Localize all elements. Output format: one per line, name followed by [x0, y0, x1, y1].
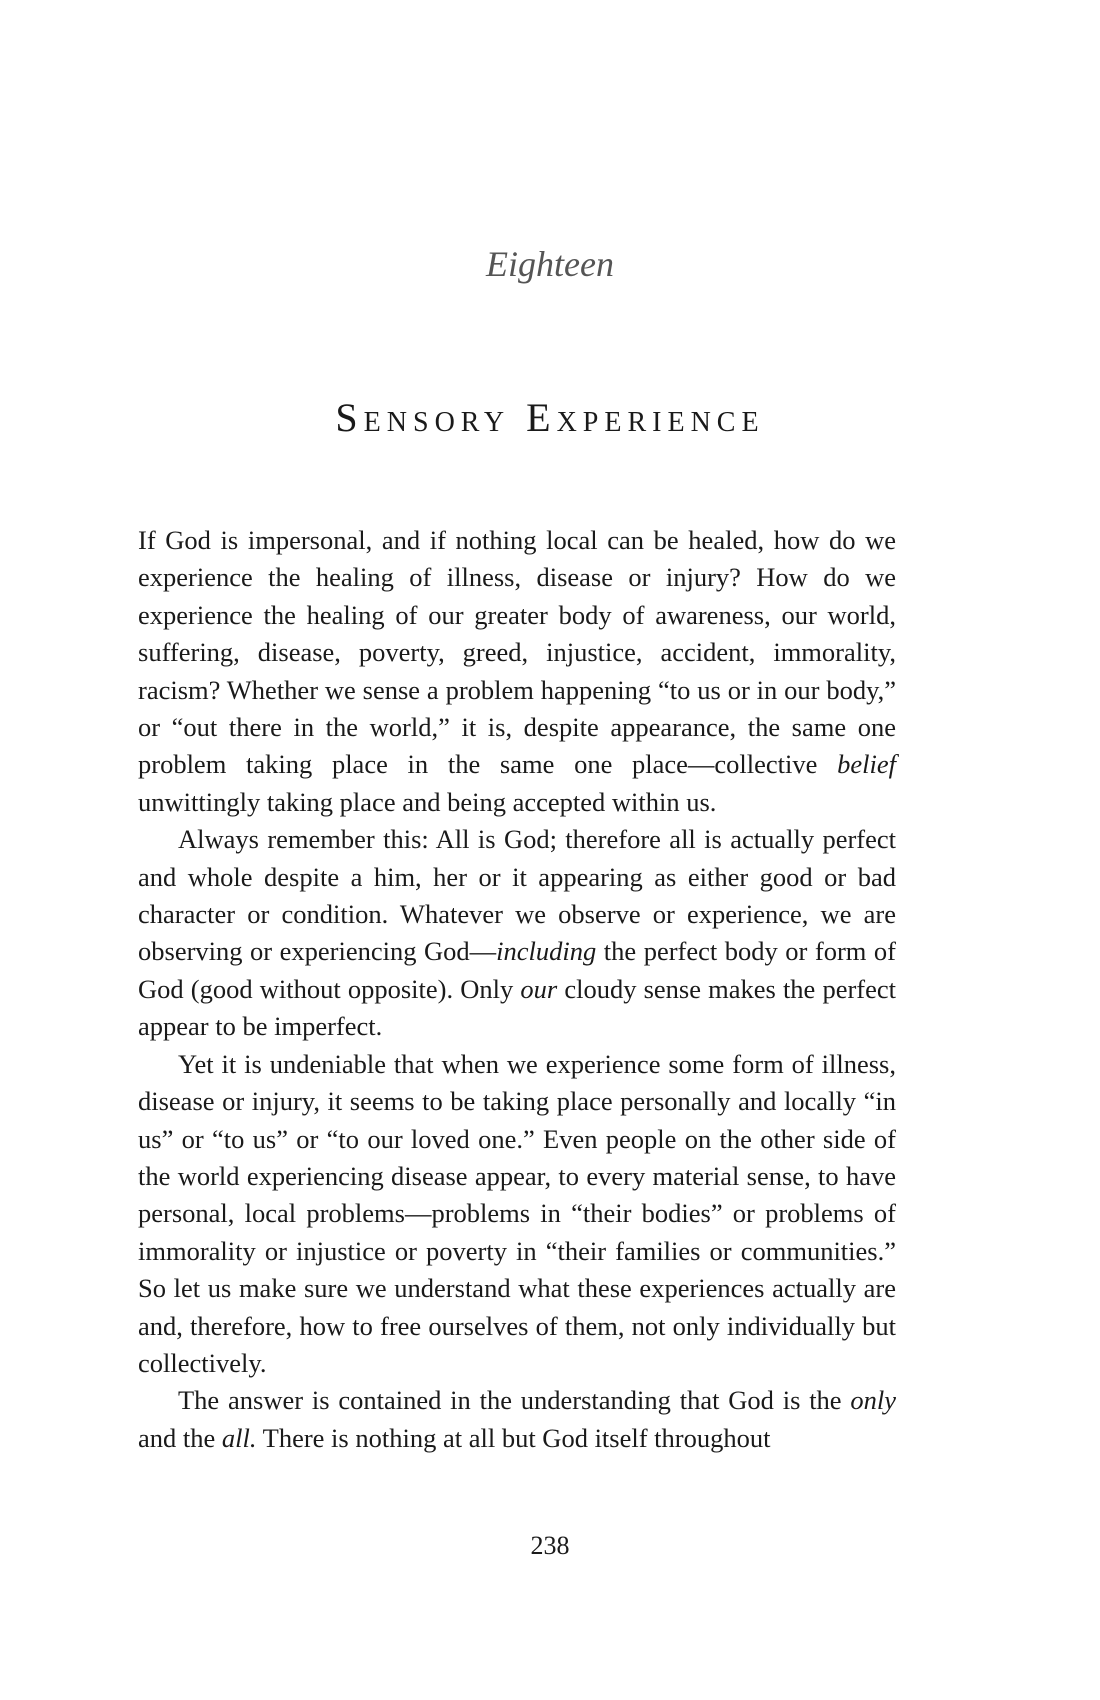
text-run: Yet it is undeniable that when we experience some form of illness, disease or injury, it seems to be taking place personally and locally “in us” or “to us” or “to our loved one.” Even people on the other side of the world experiencing disease appear, to every material sense, to have personal, local problems—problems in “their bodies” or problems of immorality or injustice or poverty in “their families or communities.” So let us make sure we understand what these experiences actually are and, therefore, how to free ourselves of them, not only individually but collectively.	[138, 1048, 896, 1378]
page-number: 238	[530, 1531, 570, 1560]
italic-text-run: only	[850, 1385, 896, 1416]
text-run: There is nothing at all but God itself throughout	[256, 1422, 771, 1453]
chapter-number: Eighteen	[486, 244, 614, 284]
paragraph	[138, 1382, 896, 1457]
text-run: cloudy sense makes the perfect appear to be imperfect.	[138, 973, 896, 1042]
italic-text-run: including	[496, 936, 597, 967]
text-run: the perfect body or form of God (good without opposite). Only	[138, 936, 896, 1004]
italic-text-run: all.	[221, 1422, 257, 1453]
chapter-body	[138, 522, 896, 1457]
text-run: The answer is contained in the understanding that God is the	[178, 1385, 851, 1416]
paragraph	[138, 821, 896, 1045]
chapter-title: Sensory Experience	[335, 395, 765, 440]
text-run: and the	[138, 1422, 222, 1453]
text-run: Always remember this: All is God; therefore all is actually perfect and whole despite a him, her or it appearing as either good or bad character or condition. Whatever we observe or experience, we are observing or experiencing God—	[138, 824, 896, 967]
paragraph	[138, 522, 896, 821]
italic-text-run: our	[520, 973, 558, 1004]
text-run: unwittingly taking place and being accepted within us.	[138, 786, 717, 817]
paragraph	[138, 1046, 896, 1383]
text-run: If God is impersonal, and if nothing local can be healed, how do we experience the healing of illness, disease or injury? How do we experience the healing of our greater body of awareness, our world, suffering, disease, poverty, greed, injustice, accident, immorality, racism? Whether we sense a problem happening “to us or in our body,” or “out there in the world,” it is, despite appearance, the same one problem taking place in the same one place—collective	[138, 525, 896, 780]
italic-text-run: belief	[837, 749, 896, 780]
